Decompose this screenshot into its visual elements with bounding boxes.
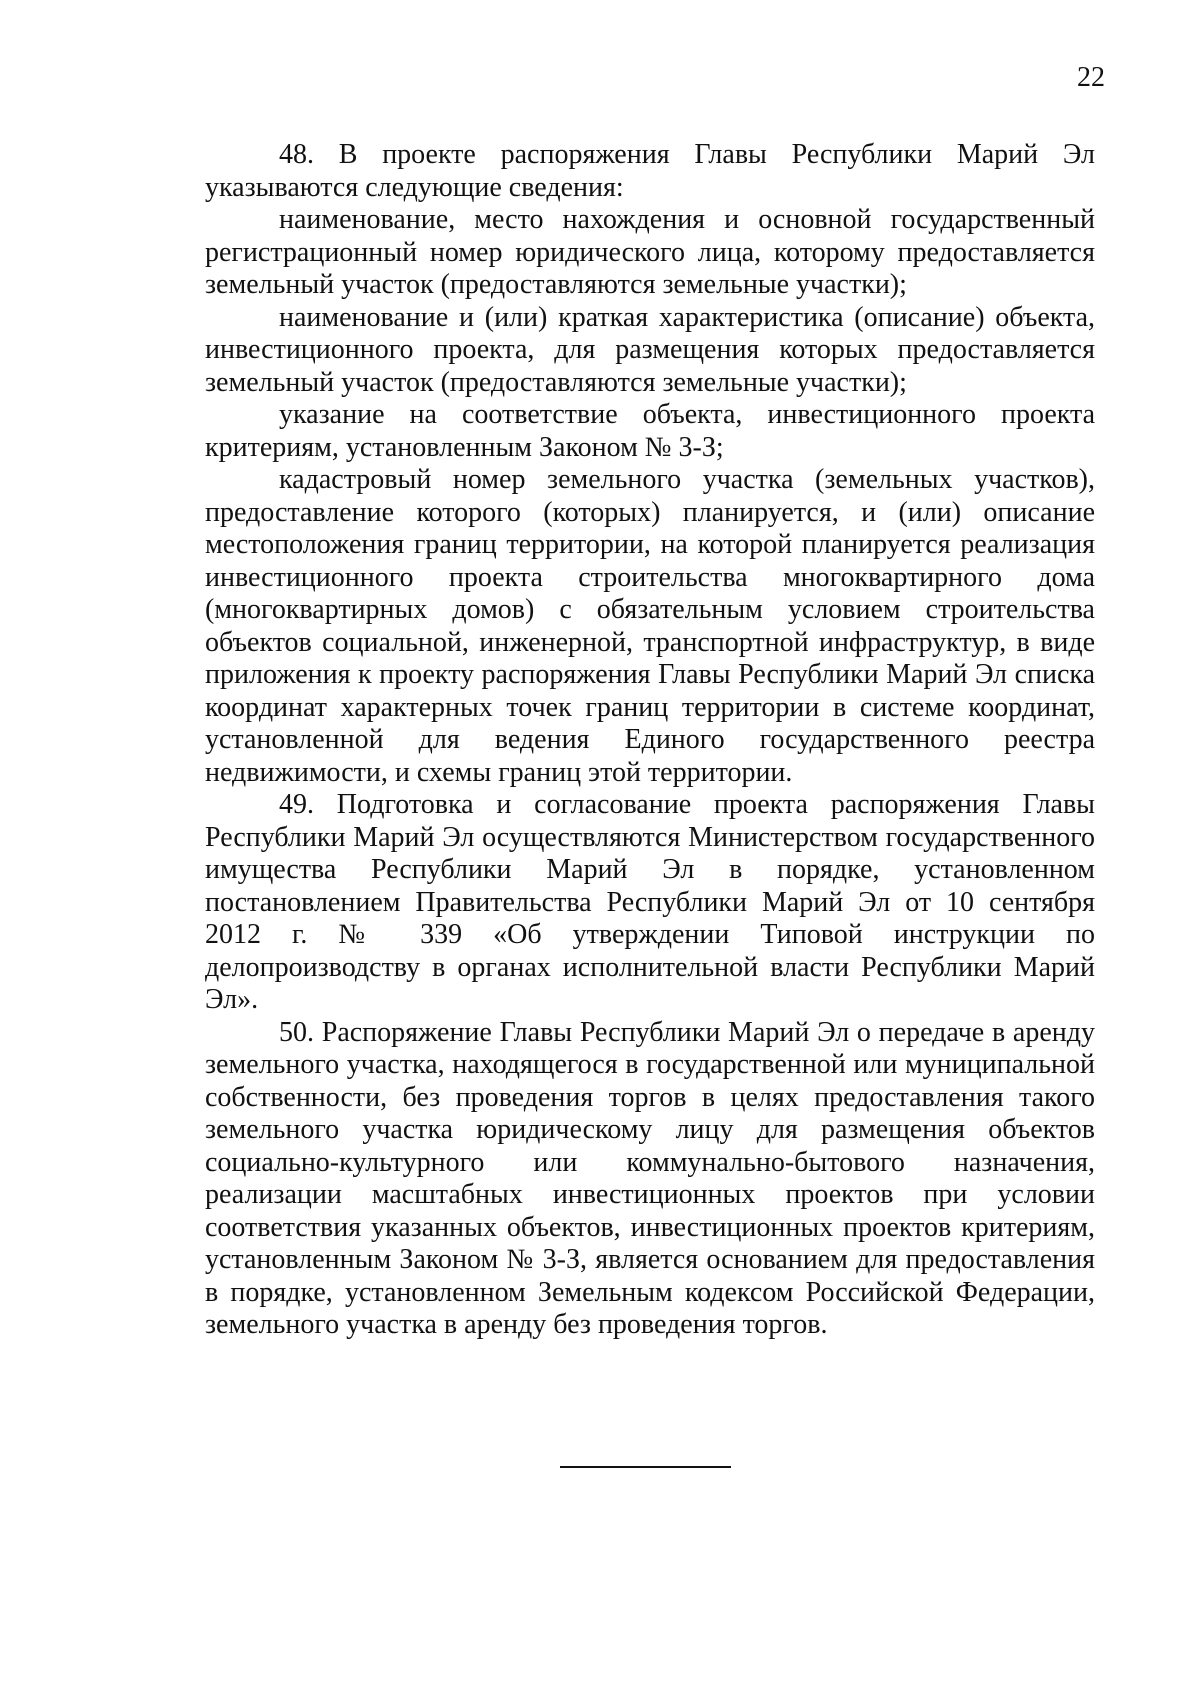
paragraph-48-item-name: наименование, место нахождения и основной государственный регистрационный номер юридического лица, которому предоставляется земельный участок (предоставляются земельные участки); [205,204,1095,300]
paragraph-48-item-cadastral: кадастровый номер земельного участка (земельных участков), предоставление которого (которых) планируется, и (или) описание местоположения границ территории, на которой планируется реализация инвестиционного проекта строительства многоквартирного дома (многоквартирных домов) с обязательным условием строительства объектов социальной, инженерной, транспортной инфраструктур, в виде приложения к проекту распоряжения Главы Республики Марий Эл списка координат характерных точек границ территории в системе координат, установленной для ведения Единого государственного реестра недвижимости, и схемы границ этой территории. [205,464,1095,788]
document-body [205,139,1095,1342]
paragraph-48: 48. В проекте распоряжения Главы Республики Марий Эл указываются следующие сведения: [205,139,1095,203]
paragraph-48-item-criteria: указание на соответствие объекта, инвестиционного проекта критериям, установленным Законом № 3-З; [205,399,1095,463]
page-number: 22 [1077,62,1105,93]
paragraph-48-item-object: наименование и (или) краткая характеристика (описание) объекта, инвестиционного проекта, для размещения которых предоставляется земельный участок (предоставляются земельные участки); [205,301,1095,398]
paragraph-50: 50. Распоряжение Главы Республики Марий Эл о передаче в аренду земельного участка, находящегося в государственной или муниципальной собственности, без проведения торгов в целях предоставления такого земельного участка юридическому лицу для размещения объектов социально-культурного или коммунально-бытового назначения, реализации масштабных инвестиционных проектов при условии соответствия указанных объектов, инвестиционных проектов критериям, установленным Законом № 3-З, является основанием для предоставления в порядке, установленном Земельным кодексом Российской Федерации, земельного участка в аренду без проведения торгов. [205,1016,1095,1340]
paragraph-49: 49. Подготовка и согласование проекта распоряжения Главы Республики Марий Эл осуществляются Министерством государственного имущества Республики Марий Эл в порядке, установленном постановлением Правительства Республики Марий Эл от 10 сентября 2012 г. № 339 «Об утверждении Типовой инструкции по делопроизводству в органах исполнительной власти Республики Марий Эл». [205,789,1095,1015]
end-of-document-rule [560,1466,731,1468]
